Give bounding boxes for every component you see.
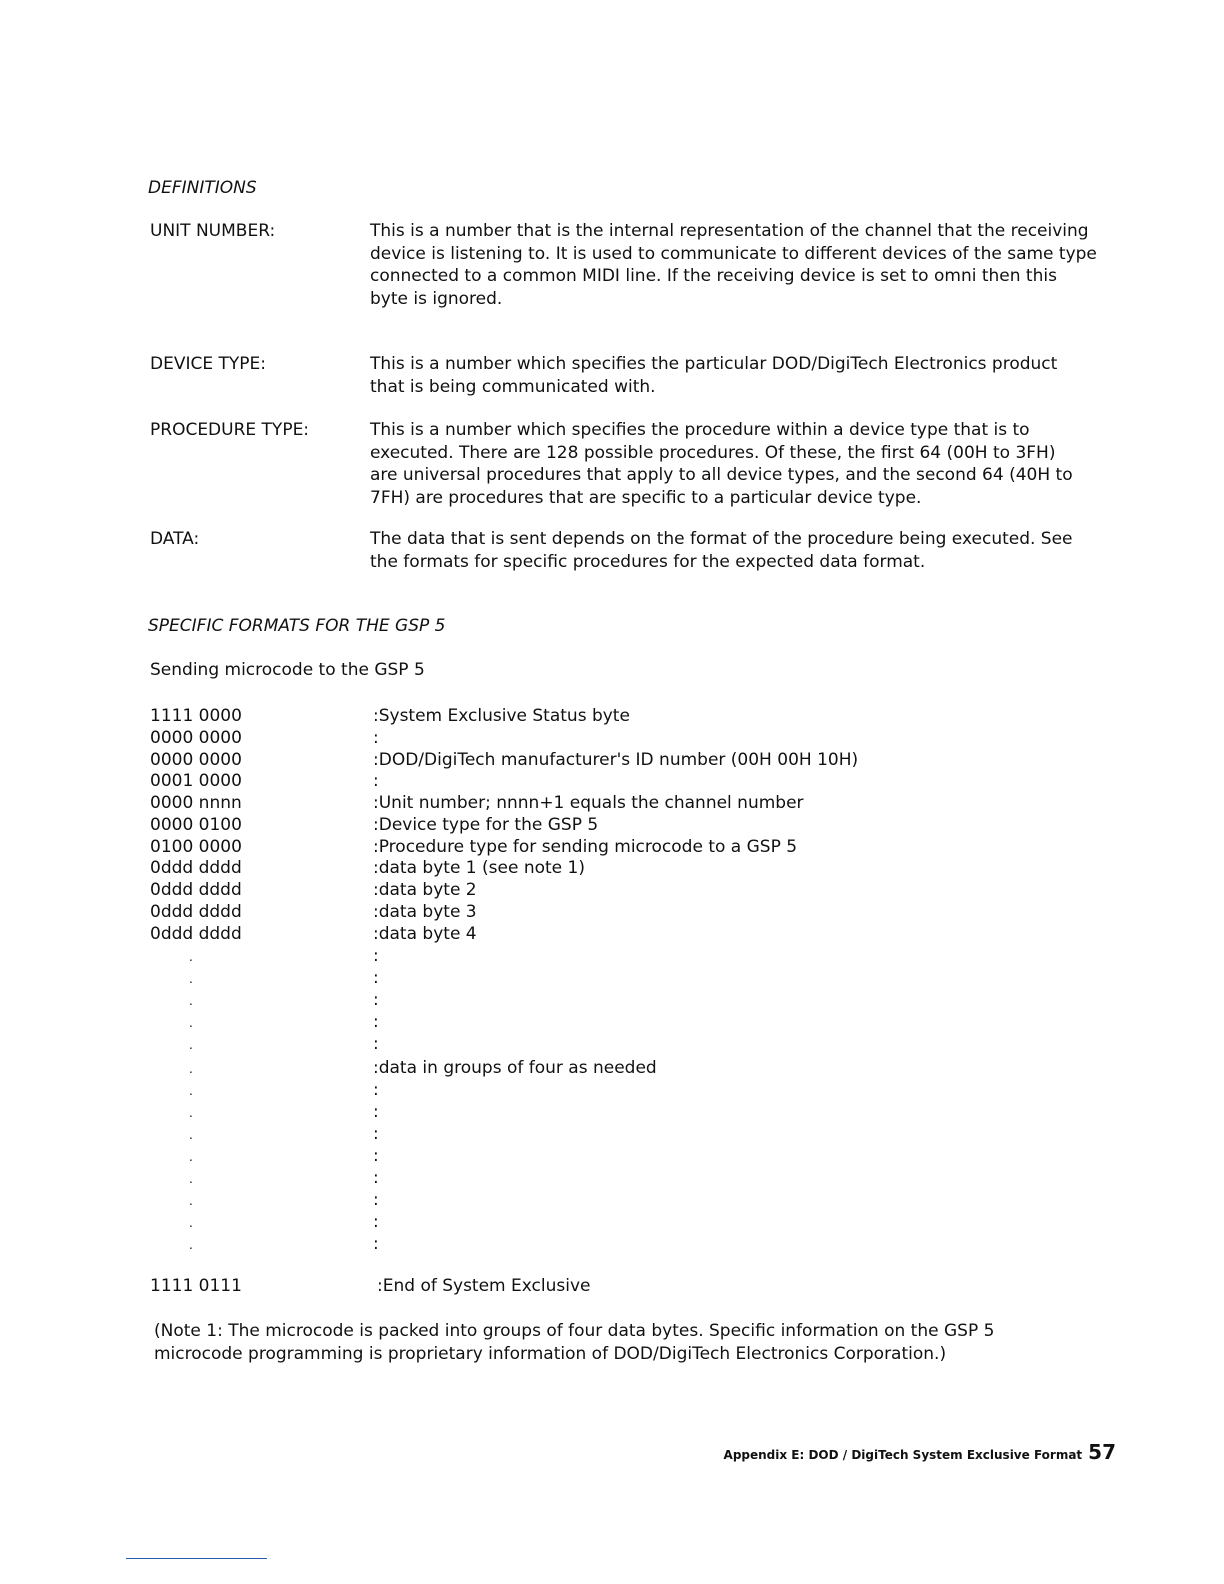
continuation-colon: : (373, 990, 379, 1010)
note-paragraph (154, 1320, 1164, 1365)
continuation-colon: : (373, 1212, 379, 1232)
continuation-colon: : (373, 1124, 379, 1144)
code-value: 0000 nnnn (150, 793, 242, 813)
definition-line: executed. There are 128 possible procedures. Of these, the first 64 (00H to 3FH) (370, 442, 1056, 463)
definition-line: byte is ignored. (370, 288, 503, 309)
definition-line: the formats for specific procedures for the expected data format. (370, 551, 926, 572)
code-description: :System Exclusive Status byte (373, 706, 630, 726)
sending-microcode-subheading: Sending microcode to the GSP 5 (150, 660, 425, 680)
continuation-dot: . (189, 1172, 193, 1186)
definition-device-type (370, 353, 1160, 398)
code-value: 1111 0000 (150, 706, 242, 726)
code-value: 0000 0000 (150, 728, 242, 748)
continuation-dot: . (189, 1084, 193, 1098)
term-procedure-type: PROCEDURE TYPE: (150, 420, 310, 440)
continuation-dot: . (189, 1238, 193, 1252)
table-row (150, 815, 242, 837)
table-row (150, 902, 242, 924)
continuation-dot: . (189, 1016, 193, 1030)
code-description: :data byte 2 (373, 880, 477, 900)
continuation-colon: : (373, 1168, 379, 1188)
table-row (150, 750, 242, 772)
continuation-dot: . (189, 1038, 193, 1052)
continuation-dot: . (189, 1062, 193, 1076)
code-description: : (373, 771, 379, 791)
continuation-dot: . (189, 972, 193, 986)
table-row (150, 706, 242, 728)
continuation-colon: : (373, 1146, 379, 1166)
code-description: :data byte 3 (373, 902, 477, 922)
definition-data (370, 528, 1160, 573)
code-description: :data byte 1 (see note 1) (373, 858, 585, 878)
page-footer (724, 1440, 1116, 1464)
continuation-colon: : (373, 1080, 379, 1100)
definition-procedure-type (370, 419, 1160, 509)
code-description: :Device type for the GSP 5 (373, 815, 599, 835)
continuation-colon: : (373, 1012, 379, 1032)
continuation-colon: : (373, 1102, 379, 1122)
code-description: : (373, 728, 379, 748)
divider (126, 1558, 267, 1559)
continuation-dot: . (189, 994, 193, 1008)
term-unit-number: UNIT NUMBER: (150, 221, 276, 241)
definition-line: device is listening to. It is used to communicate to different devices of the same type (370, 243, 1097, 264)
table-row (150, 793, 242, 815)
footer-text: Appendix E: DOD / DigiTech System Exclusive Format (723, 1448, 1083, 1462)
definition-line: This is a number which specifies the procedure within a device type that is to (370, 420, 1030, 440)
code-value: 0001 0000 (150, 771, 242, 791)
continuation-colon: : (373, 1034, 379, 1054)
specific-formats-heading: SPECIFIC FORMATS FOR THE GSP 5 (148, 616, 446, 636)
continuation-dot: . (189, 1194, 193, 1208)
term-data: DATA: (150, 529, 200, 549)
continuation-dot: . (189, 1106, 193, 1120)
definition-unit-number (370, 220, 1160, 310)
code-value: 0000 0000 (150, 750, 242, 770)
definition-line: This is a number which specifies the particular DOD/DigiTech Electronics product (370, 354, 1058, 374)
definitions-heading: DEFINITIONS (148, 178, 257, 198)
end-code: 1111 0111 (150, 1276, 242, 1296)
continuation-dot: . (189, 1216, 193, 1230)
code-value: 0ddd dddd (150, 924, 242, 944)
note-line: microcode programming is proprietary information of DOD/DigiTech Electronics Corporation.) (154, 1343, 947, 1364)
code-description: :data byte 4 (373, 924, 477, 944)
table-row (150, 924, 242, 946)
table-row (150, 858, 242, 880)
definition-line: This is a number that is the internal representation of the channel that the receiving (370, 221, 1089, 241)
note-line: (Note 1: The microcode is packed into groups of four data bytes. Specific information on the GSP 5 (154, 1321, 995, 1341)
continuation-dot: . (189, 1150, 193, 1164)
code-description: :DOD/DigiTech manufacturer's ID number (00H 00H 10H) (373, 750, 859, 770)
code-value: 0ddd dddd (150, 880, 242, 900)
continuation-dot: . (189, 1128, 193, 1142)
continuation-colon: : (373, 968, 379, 988)
term-device-type: DEVICE TYPE: (150, 354, 266, 374)
table-row (150, 728, 242, 750)
table-row (150, 880, 242, 902)
code-description: :Unit number; nnnn+1 equals the channel number (373, 793, 804, 813)
definition-line: The data that is sent depends on the format of the procedure being executed. See (370, 529, 1073, 549)
continuation-colon: : (373, 1234, 379, 1254)
code-value: 0000 0100 (150, 815, 242, 835)
table-row (150, 771, 242, 793)
page-number: 57 (1088, 1440, 1116, 1464)
continuation-colon: : (373, 946, 379, 966)
definition-line: are universal procedures that apply to all device types, and the second 64 (40H to (370, 465, 1073, 485)
definition-line: that is being communicated with. (370, 376, 656, 397)
end-description: :End of System Exclusive (377, 1276, 591, 1296)
continuation-dot: . (189, 950, 193, 964)
definition-line: connected to a common MIDI line. If the receiving device is set to omni then this (370, 266, 1057, 286)
code-description: :Procedure type for sending microcode to a GSP 5 (373, 837, 798, 857)
data-groups-note: :data in groups of four as needed (373, 1058, 657, 1078)
code-value: 0100 0000 (150, 837, 242, 857)
table-row (150, 837, 242, 859)
code-value: 0ddd dddd (150, 902, 242, 922)
continuation-colon: : (373, 1190, 379, 1210)
code-value: 0ddd dddd (150, 858, 242, 878)
definition-line: 7FH) are procedures that are specific to a particular device type. (370, 487, 922, 508)
